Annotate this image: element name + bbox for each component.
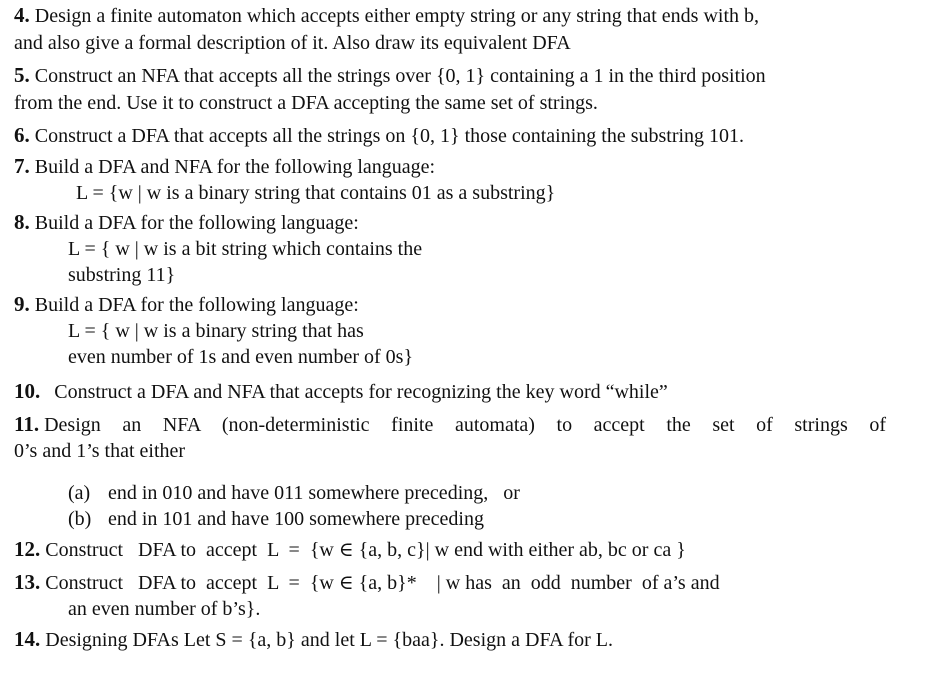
question-11-option-a (68, 480, 520, 506)
question-8-language: L = { w | w is a bit string which contains the (68, 238, 423, 260)
question-number: 10. (14, 379, 41, 403)
option-text: end in 010 and have 011 somewhere preceding, or (108, 482, 520, 504)
question-13-line-2: an even number of b’s}. (68, 598, 261, 620)
question-text: Construct DFA to accept L = {w ∈ {a, b, c}| w end with either ab, bc or ca } (45, 539, 686, 561)
option-label: (b) (68, 508, 92, 530)
question-number: 14. (14, 627, 41, 651)
question-number: 13. (14, 570, 41, 594)
question-7-line-1 (14, 153, 435, 180)
question-text: Build a DFA and NFA for the following language: (34, 156, 436, 178)
question-number: 8. (14, 210, 30, 234)
question-text: Design a finite automaton which accepts either empty string or any string that ends with b, (34, 5, 760, 27)
question-9-line-1 (14, 291, 359, 318)
option-label: (a) (68, 482, 91, 504)
question-12-line-1 (14, 536, 686, 563)
question-number: 11. (14, 412, 40, 436)
question-text: Construct a DFA and NFA that accepts for recognizing the key word “while” (54, 381, 668, 403)
question-9-language-cont: even number of 1s and even number of 0s} (68, 346, 414, 368)
question-number: 5. (14, 63, 30, 87)
question-number: 9. (14, 292, 30, 316)
question-8-line-1 (14, 209, 359, 236)
question-11-line-1 (14, 411, 886, 438)
question-4-line-2: and also give a formal description of it. Also draw its equivalent DFA (14, 32, 571, 54)
question-11-option-b (68, 506, 484, 532)
option-text: end in 101 and have 100 somewhere preceding (108, 508, 484, 530)
question-text: Construct a DFA that accepts all the strings on {0, 1} those containing the substring 101. (34, 125, 745, 147)
question-text: Construct DFA to accept L = {w ∈ {a, b}* | w has an odd number of a’s and (45, 572, 720, 594)
question-text: Build a DFA for the following language: (34, 294, 359, 316)
question-8-language-cont: substring 11} (68, 264, 176, 286)
question-number: 7. (14, 154, 30, 178)
question-number: 4. (14, 3, 30, 27)
question-number: 6. (14, 123, 30, 147)
question-13-line-1 (14, 569, 720, 596)
question-7-language: L = {w | w is a binary string that contains 01 as a substring} (76, 182, 556, 204)
question-text: Build a DFA for the following language: (34, 212, 359, 234)
question-5-line-1 (14, 62, 766, 89)
question-text: Design an NFA (non-deterministic finite automata) to accept the set of strings of (44, 414, 886, 436)
question-10-line-1 (14, 378, 668, 405)
question-9-language: L = { w | w is a binary string that has (68, 320, 364, 342)
question-5-line-2: from the end. Use it to construct a DFA accepting the same set of strings. (14, 92, 598, 114)
question-11-line-2: 0’s and 1’s that either (14, 440, 186, 462)
question-text: Designing DFAs Let S = {a, b} and let L = {baa}. Design a DFA for L. (45, 629, 613, 651)
question-14-line-1 (14, 626, 613, 653)
question-6-line-1 (14, 122, 744, 149)
question-text: Construct an NFA that accepts all the strings over {0, 1} containing a 1 in the third position (34, 65, 766, 87)
question-number: 12. (14, 537, 41, 561)
question-4-line-1 (14, 2, 759, 29)
